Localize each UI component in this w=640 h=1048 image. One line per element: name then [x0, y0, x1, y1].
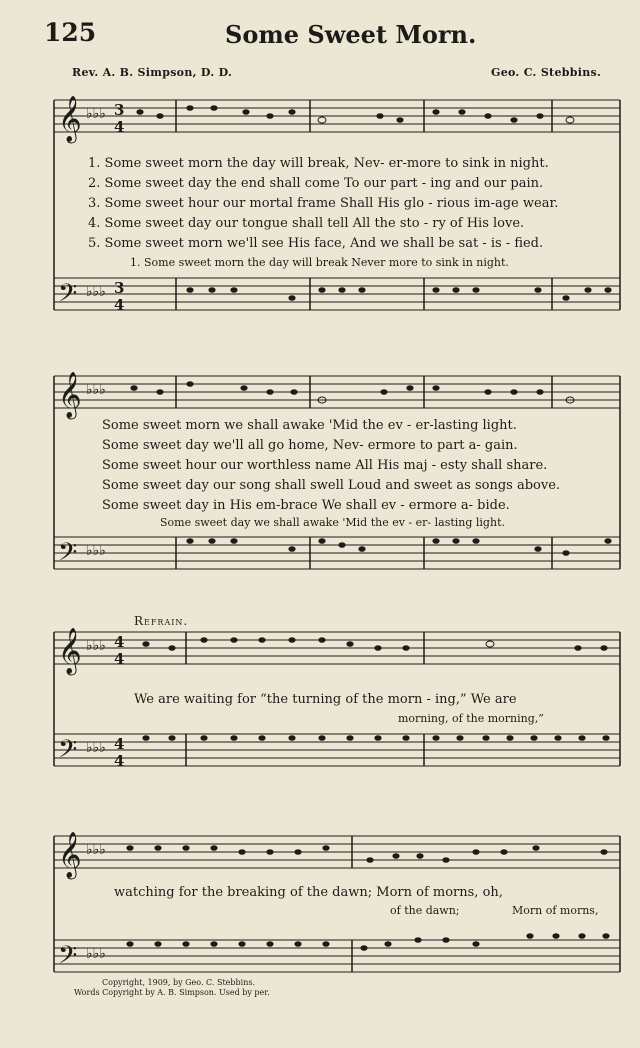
- staff-treble-2: [54, 376, 620, 408]
- staff-treble-1: [54, 100, 620, 132]
- verse-4-line: 4. Some sweet day our tongue shall tell All the sto - ry of His love.: [88, 216, 525, 231]
- refrain-echo-text: morning, of the morning,”: [398, 712, 544, 725]
- lyricist-credit: Rev. A. B. Simpson, D. D.: [72, 66, 233, 79]
- refrain-label: Refrain.: [134, 614, 189, 628]
- verse-4-line: Some sweet day our song shall swell Loud and sweet as songs above.: [102, 478, 561, 493]
- key-signature-flats: ♭♭♭: [86, 543, 106, 559]
- copyright-words: Words Copyright by A. B. Simpson. Used by per.: [74, 988, 270, 997]
- refrain-lyric-line: We are waiting for “the turning of the morn - ing,” We are: [134, 692, 517, 707]
- svg-text:4: 4: [114, 118, 125, 136]
- verse-3-line: 3. Some sweet hour our mortal frame Shall His glo - rious im-age wear.: [88, 196, 559, 211]
- bass-clef-icon: 𝄢: [58, 941, 78, 976]
- treble-clef-icon: 𝄞: [58, 628, 82, 674]
- verse-1-line: 1. Some sweet morn the day will break, Nev- er-more to sink in night.: [88, 156, 549, 171]
- svg-text:4: 4: [114, 650, 125, 668]
- copyright-music: Copyright, 1909, by Geo. C. Stebbins.: [102, 978, 256, 987]
- staff-bass-2: [54, 537, 620, 569]
- composer-credit: Geo. C. Stebbins.: [491, 66, 602, 79]
- bass-echo-text: Some sweet day we shall awake 'Mid the ev - er- lasting light.: [160, 516, 505, 529]
- key-signature-flats: ♭♭♭: [86, 284, 106, 300]
- key-signature-flats: ♭♭♭: [86, 842, 106, 858]
- svg-text:3: 3: [114, 101, 125, 119]
- key-signature-flats: ♭♭♭: [86, 638, 106, 654]
- staff-bass-1: [54, 278, 620, 310]
- verse-1-line: Some sweet morn we shall awake 'Mid the ev - er-lasting light.: [102, 418, 517, 433]
- refrain-echo-text: of the dawn;: [390, 904, 460, 917]
- svg-text:4: 4: [114, 735, 125, 753]
- bass-clef-icon: 𝄢: [58, 538, 78, 573]
- bass-echo-text: 1. Some sweet morn the day will break Never more to sink in night.: [130, 256, 509, 269]
- svg-text:4: 4: [114, 296, 125, 314]
- key-signature-flats: ♭♭♭: [86, 106, 106, 122]
- key-signature-flats: ♭♭♭: [86, 382, 106, 398]
- staff-treble-4: [54, 836, 620, 868]
- svg-text:4: 4: [114, 633, 125, 651]
- svg-text:3: 3: [114, 279, 125, 297]
- treble-clef-icon: 𝄞: [58, 832, 82, 878]
- treble-clef-icon: 𝄞: [58, 372, 82, 418]
- refrain-lyric-line: watching for the breaking of the dawn; Morn of morns, oh,: [114, 885, 503, 900]
- treble-clef-icon: 𝄞: [58, 96, 82, 142]
- verse-5-line: 5. Some sweet morn we'll see His face, And we shall be sat - is - fied.: [88, 236, 544, 251]
- verse-5-line: Some sweet day in His em-brace We shall ev - ermore a- bide.: [102, 498, 510, 513]
- verse-2-line: 2. Some sweet day the end shall come To our part - ing and our pain.: [88, 176, 544, 191]
- svg-text:4: 4: [114, 752, 125, 770]
- verse-3-line: Some sweet hour our worthless name All His maj - esty shall share.: [102, 458, 548, 473]
- hymn-number: 125: [44, 18, 97, 47]
- staff-bass-4: [54, 940, 620, 972]
- key-signature-flats: ♭♭♭: [86, 740, 106, 756]
- verse-2-line: Some sweet day we'll all go home, Nev- ermore to part a- gain.: [102, 438, 518, 453]
- refrain-echo-text: Morn of morns,: [512, 904, 599, 917]
- hymn-title: Some Sweet Morn.: [225, 20, 477, 49]
- bass-clef-icon: 𝄢: [58, 735, 78, 770]
- bass-clef-icon: 𝄢: [58, 279, 78, 314]
- key-signature-flats: ♭♭♭: [86, 946, 106, 962]
- staff-treble-3: [54, 632, 620, 664]
